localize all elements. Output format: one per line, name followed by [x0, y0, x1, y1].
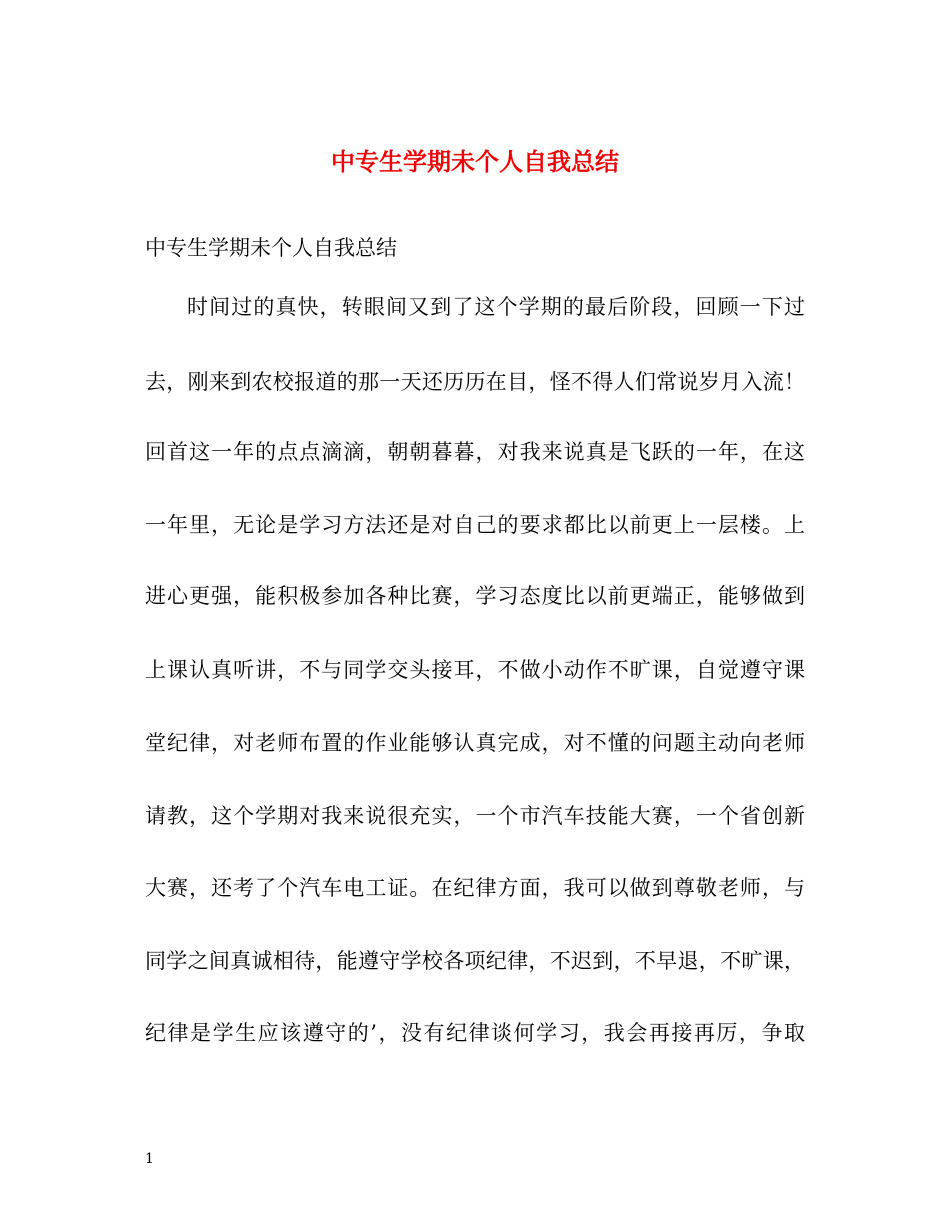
- page-number: 1: [145, 1151, 154, 1167]
- body-line: 进心更强，能积极参加各种比赛，学习态度比以前更端正，能够做到: [145, 584, 805, 608]
- body-line: 回首这一年的点点滴滴，朝朝暮暮，对我来说真是飞跃的一年，在这: [145, 440, 805, 464]
- body-line: 一年里，无论是学习方法还是对自己的要求都比以前更上一层楼。上: [145, 513, 805, 537]
- body-line: 去，刚来到农校报道的那一天还历历在目，怪不得人们常说岁月入流！: [145, 370, 805, 394]
- body-line: 纪律是学生应该遵守的’，没有纪律谈何学习，我会再接再厉，争取: [145, 1021, 805, 1045]
- body-line: 同学之间真诚相待，能遵守学校各项纪律，不迟到，不早退，不旷课，: [145, 949, 805, 973]
- body-line: 大赛，还考了个汽车电工证。在纪律方面，我可以做到尊敬老师，与: [145, 876, 805, 900]
- document-title: 中专生学期未个人自我总结: [331, 147, 619, 176]
- document-subtitle: 中专生学期未个人自我总结: [145, 236, 397, 260]
- body-line: 时间过的真快，转眼间又到了这个学期的最后阶段，回顾一下过: [187, 295, 805, 319]
- body-line: 堂纪律，对老师布置的作业能够认真完成，对不懂的问题主动向老师: [145, 731, 805, 755]
- body-line: 请教，这个学期对我来说很充实，一个市汽车技能大赛，一个省创新: [145, 804, 805, 828]
- body-line: 上课认真听讲，不与同学交头接耳，不做小动作不旷课，自觉遵守课: [145, 658, 805, 682]
